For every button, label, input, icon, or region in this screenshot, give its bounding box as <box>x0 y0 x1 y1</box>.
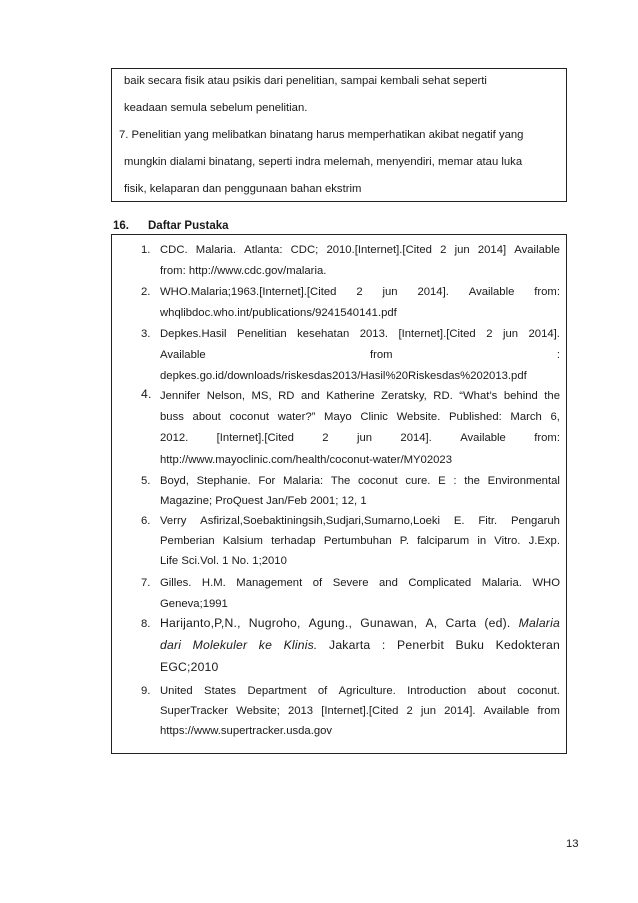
ref-line <box>160 389 560 403</box>
ref-word: about <box>477 685 506 697</box>
ref-word: 2010.[Internet].[Cited <box>326 244 432 256</box>
ref-word: Available <box>160 349 206 361</box>
ethics-line: baik secara fisik atau psikis dari penelitian, sampai kembali sehat seperti <box>124 75 487 87</box>
ref-word: jun <box>420 705 436 717</box>
ref-word: : <box>381 638 386 652</box>
ref-word: Pemberian <box>160 535 215 547</box>
ref-line <box>160 684 560 698</box>
ref-word: Nugroho, <box>248 616 301 630</box>
ref-word: RD <box>278 390 295 402</box>
ref-word: Penelitian <box>237 328 287 340</box>
ref-number: 6. <box>141 515 151 527</box>
ref-word: Jakarta <box>329 638 371 652</box>
ref-word: Available <box>514 244 560 256</box>
ref-word: : <box>556 349 560 361</box>
ref-word: 6, <box>550 411 560 423</box>
ref-word: Published: <box>449 411 502 423</box>
ref-word: Zeratsky, <box>381 390 427 402</box>
ref-word: Vitro. <box>494 535 521 547</box>
page-number: 13 <box>566 838 579 850</box>
ref-word: coconut. <box>517 685 560 697</box>
ref-line: http://www.mayoclinic.com/health/coconut-water/MY02023 <box>160 454 452 466</box>
ref-word: dari <box>160 638 182 652</box>
ref-word: Malaria. <box>481 577 522 589</box>
ref-word: Atlanta: <box>244 244 283 256</box>
ref-word: March <box>510 411 542 423</box>
ref-word: Harijanto,P,N., <box>160 616 241 630</box>
ref-word: Stephanie. <box>196 475 251 487</box>
ethics-line: keadaan semula sebelum penelitian. <box>124 102 308 114</box>
ref-word: from: <box>534 286 560 298</box>
ref-word: SuperTracker <box>160 705 229 717</box>
ref-word: “What’s <box>459 390 498 402</box>
ref-word: from: <box>534 432 560 444</box>
ref-word: Gilles. <box>160 577 192 589</box>
ref-word: from <box>369 349 393 361</box>
ref-word: Available <box>468 286 515 298</box>
ref-word: jun <box>502 328 519 340</box>
ref-word: Gunawan, <box>360 616 418 630</box>
ref-word: (ed). <box>484 616 511 630</box>
ref-word: Available <box>460 432 506 444</box>
ref-word: [Internet].[Cited <box>216 432 294 444</box>
ref-word: Department <box>247 685 307 697</box>
ref-line <box>160 285 560 299</box>
ref-word: cure. <box>405 475 431 487</box>
ref-word: WHO.Malaria;1963.[Internet].[Cited <box>160 286 337 298</box>
ref-word: Molekuler <box>192 638 248 652</box>
ref-word: 2014]. <box>417 286 449 298</box>
ref-word: Fitr. <box>478 515 498 527</box>
ref-line <box>160 327 560 341</box>
ref-line: depkes.go.id/downloads/riskesdas2013/Hasil%20Riskesdas%202013.pdf <box>160 370 527 382</box>
ref-word: jun <box>382 286 398 298</box>
ref-word: : <box>453 475 457 487</box>
ref-word: United <box>160 685 193 697</box>
ref-word: Pengaruh <box>510 515 560 527</box>
ref-word: Asfirizal,Soebaktiningsih,Sudjari,Sumarno,Loeki <box>200 515 441 527</box>
ref-word: coconut <box>358 475 398 487</box>
ref-word: MS, <box>251 390 272 402</box>
ref-word: Katherine <box>326 390 375 402</box>
ref-line: Magazine; ProQuest Jan/Feb 2001; 12, 1 <box>160 495 367 507</box>
ref-word: Website; <box>236 705 280 717</box>
ref-line <box>160 348 560 362</box>
ref-word: 2013 <box>287 705 314 717</box>
ref-word: Klinis. <box>283 638 318 652</box>
ref-line <box>160 638 560 652</box>
ref-word: A, <box>425 616 438 630</box>
ref-word: falciparum <box>417 535 470 547</box>
ref-word: Management <box>236 577 303 589</box>
ref-word: 2012. <box>160 432 189 444</box>
ref-line <box>160 534 560 548</box>
ref-word: Agung., <box>308 616 353 630</box>
section-title: Daftar Pustaka <box>148 220 229 232</box>
ref-line: Life Sci.Vol. 1 No. 1;2010 <box>160 555 287 567</box>
ref-word: Carta <box>445 616 477 630</box>
ref-word: 2 <box>406 705 413 717</box>
ref-word: of <box>317 685 328 697</box>
ref-word: Verry <box>160 515 187 527</box>
ref-word: 2014]. <box>444 705 476 717</box>
ref-word: in <box>477 535 487 547</box>
ref-word: CDC. <box>160 244 188 256</box>
ref-word: behind <box>503 390 538 402</box>
ref-word: the <box>544 390 560 402</box>
ref-word: about <box>192 411 221 423</box>
ref-line <box>160 431 560 445</box>
section-number: 16. <box>113 220 129 232</box>
ref-number: 5. <box>141 475 151 487</box>
ref-number: 3. <box>141 328 151 340</box>
ref-word: and <box>379 577 398 589</box>
ref-word: 2 <box>440 244 447 256</box>
ref-word: WHO <box>532 577 560 589</box>
ref-word: Complicated <box>408 577 472 589</box>
ref-word: Jennifer <box>160 390 201 402</box>
ref-number: 2. <box>141 286 151 298</box>
ref-number: 9. <box>141 685 151 697</box>
ref-line: Geneva;1991 <box>160 598 228 610</box>
ref-word: 2014]. <box>400 432 432 444</box>
ref-word: Severe <box>332 577 369 589</box>
ref-word: Introduction <box>407 685 467 697</box>
ref-word: the <box>464 475 480 487</box>
ref-word: Pertumbuhan <box>323 535 392 547</box>
ref-line <box>160 474 560 488</box>
ref-word: The <box>330 475 351 487</box>
ref-line <box>160 704 560 718</box>
ref-word: from <box>537 705 560 717</box>
ref-word: Malaria. <box>195 244 236 256</box>
ref-word: Depkes.Hasil <box>160 328 227 340</box>
ref-line: https://www.supertracker.usda.gov <box>160 725 333 737</box>
ref-word: ke <box>258 638 273 652</box>
ref-line <box>160 410 560 424</box>
ref-word: 2014]. <box>528 328 560 340</box>
ref-word: E. <box>453 515 465 527</box>
ref-number: 8. <box>141 618 151 630</box>
ref-word: terhadap <box>271 535 316 547</box>
ref-word: RD. <box>433 390 453 402</box>
ref-word: For <box>258 475 276 487</box>
ref-word: 2 <box>356 286 363 298</box>
ref-word: Kalsium <box>222 535 263 547</box>
ethics-line: 7. Penelitian yang melibatkan binatang harus memperhatikan akibat negatif yang <box>119 129 524 141</box>
ref-line <box>160 616 560 630</box>
ref-word: coconut <box>229 411 270 423</box>
ref-line: whqlibdoc.who.int/publications/9241540141.pdf <box>160 307 397 319</box>
ref-title-italic: Malaria <box>518 616 560 630</box>
ref-number: 1. <box>141 244 151 256</box>
ref-word: jun <box>454 244 470 256</box>
ref-word: [Internet].[Cited <box>398 328 476 340</box>
ref-word: 2013. <box>359 328 389 340</box>
ref-word: Environmental <box>487 475 560 487</box>
ref-word: Agriculture. <box>338 685 396 697</box>
ref-number: 4. <box>141 387 152 401</box>
ref-line <box>160 243 560 257</box>
ref-word: Boyd, <box>160 475 189 487</box>
ref-word: CDC; <box>290 244 319 256</box>
ref-word: E <box>438 475 446 487</box>
ref-word: [Internet].[Cited <box>321 705 399 717</box>
ref-word: Malaria: <box>282 475 324 487</box>
ref-word: 2 <box>322 432 329 444</box>
ref-line <box>160 514 560 528</box>
ref-word: J.Exp. <box>528 535 560 547</box>
ref-word: Mayo <box>324 411 352 423</box>
ref-line: from: http://www.cdc.gov/malaria. <box>160 265 327 277</box>
ref-line <box>160 576 560 590</box>
ref-word: 2 <box>486 328 493 340</box>
ethics-line: fisik, kelaparan dan penggunaan bahan ekstrim <box>124 183 362 195</box>
ref-word: Buku <box>455 638 485 652</box>
ethics-line: mungkin dialami binatang, seperti indra melemah, menyendiri, memar atau luka <box>124 156 523 168</box>
ref-word: States <box>204 685 237 697</box>
ref-word: buss <box>160 411 184 423</box>
ref-word: jun <box>356 432 373 444</box>
ref-word: kesehatan <box>297 328 350 340</box>
ref-word: and <box>300 390 320 402</box>
ref-word: 2014] <box>477 244 507 256</box>
ref-word: Available <box>483 705 530 717</box>
ref-word: Penerbit <box>397 638 445 652</box>
ref-word: water?” <box>277 411 316 423</box>
ref-word: of <box>312 577 323 589</box>
ref-word: H.M. <box>201 577 226 589</box>
ref-word: Nelson, <box>206 390 246 402</box>
ref-word: Kedokteran <box>495 638 560 652</box>
ref-word: P. <box>399 535 409 547</box>
ref-word: Clinic <box>360 411 388 423</box>
ref-line: EGC;2010 <box>160 660 219 674</box>
ref-number: 7. <box>141 577 151 589</box>
ref-word: Website. <box>396 411 441 423</box>
